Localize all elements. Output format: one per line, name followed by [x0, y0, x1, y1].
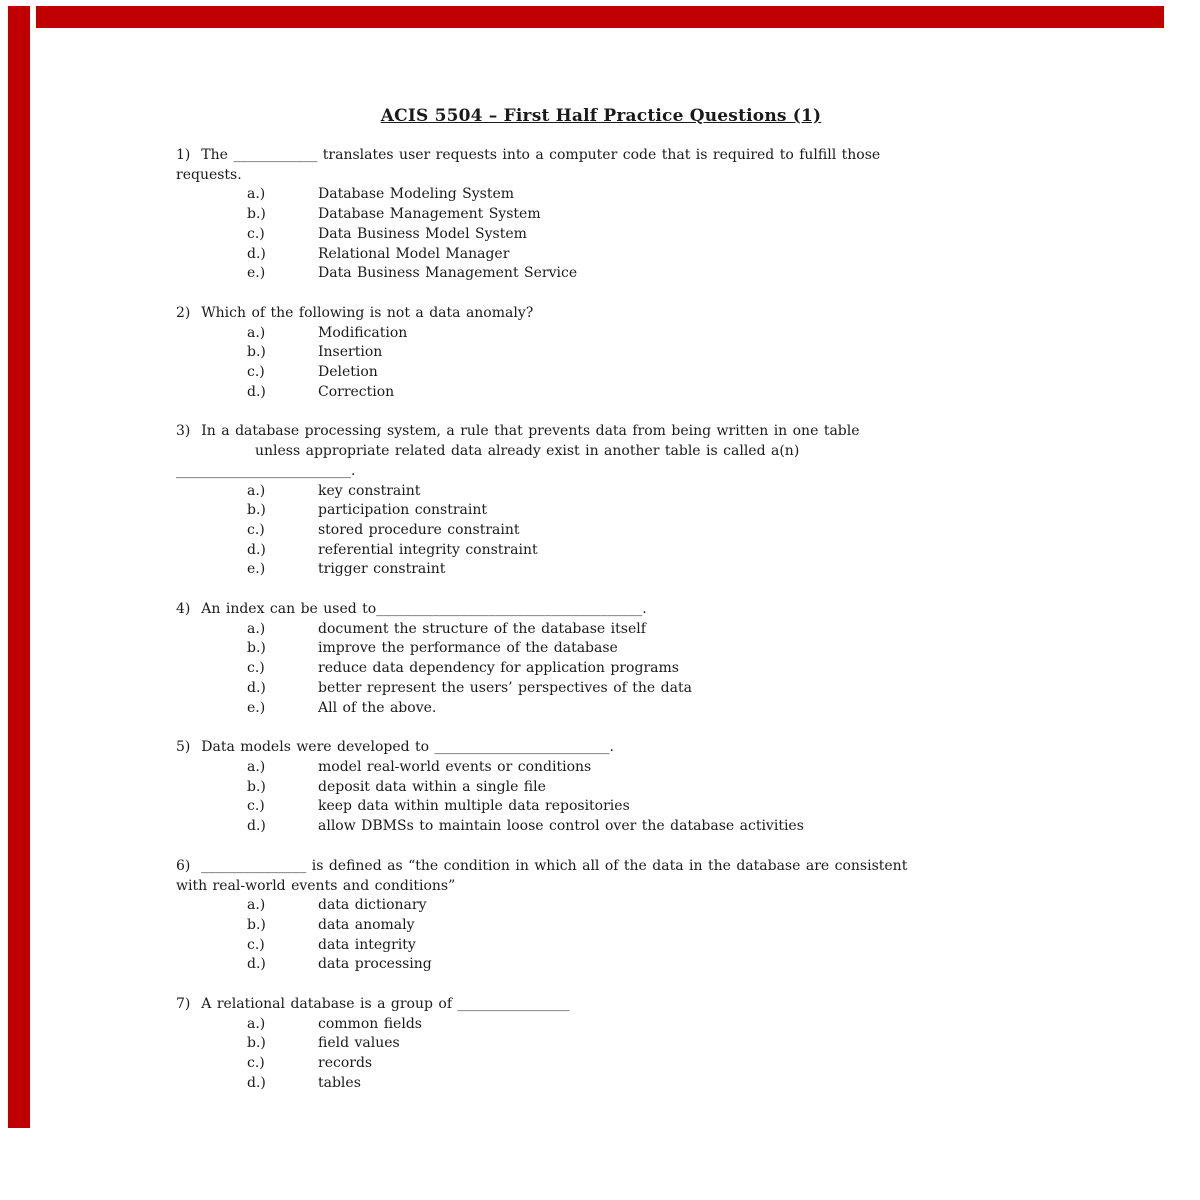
option-letter: a.) [247, 897, 266, 914]
option-letter: c.) [247, 936, 265, 953]
option-letter: d.) [247, 956, 266, 973]
option-text: Modification [318, 324, 408, 341]
option-letter: a.) [247, 620, 266, 637]
question-text [176, 304, 1026, 324]
option-letter: b.) [247, 344, 266, 361]
option-letter: b.) [247, 640, 266, 657]
option-text: Database Management System [318, 206, 541, 223]
question-line: 7) A relational database is a group of ________________ [176, 996, 570, 1013]
option-text: data dictionary [318, 897, 427, 914]
option-text: Relational Model Manager [318, 245, 510, 262]
option-text: tables [318, 1074, 361, 1091]
option-letter: a.) [247, 482, 266, 499]
question-line: 4) An index can be used to______________________________________. [176, 601, 647, 618]
option-text: Data Business Model System [318, 225, 527, 242]
option-row [176, 896, 1026, 916]
option-row [176, 620, 1026, 640]
option-row [176, 679, 1026, 699]
option-text: reduce data dependency for application programs [318, 660, 679, 677]
option-text: improve the performance of the database [318, 640, 618, 657]
question-options [176, 324, 1026, 403]
option-row [176, 225, 1026, 245]
option-row [176, 1074, 1026, 1094]
question-line: requests. [176, 166, 242, 183]
option-row [176, 699, 1026, 719]
option-row [176, 778, 1026, 798]
option-text: Insertion [318, 344, 383, 361]
option-row [176, 521, 1026, 541]
option-row [176, 185, 1026, 205]
option-row [176, 936, 1026, 956]
option-letter: c.) [247, 1055, 265, 1072]
question-line: 6) _______________ is defined as “the condition in which all of the data in the database are consistent [176, 857, 908, 874]
option-letter: e.) [247, 265, 266, 282]
option-text: model real-world events or conditions [318, 758, 592, 775]
option-text: Deletion [318, 364, 378, 381]
option-row [176, 205, 1026, 225]
question-text [176, 738, 1026, 758]
option-row [176, 264, 1026, 284]
option-row [176, 758, 1026, 778]
option-text: stored procedure constraint [318, 521, 520, 538]
option-row [176, 659, 1026, 679]
option-text: field values [318, 1035, 400, 1052]
document-title: ACIS 5504 – First Half Practice Questions (1) [380, 106, 822, 126]
document-content [176, 104, 1026, 1114]
question-block [176, 146, 1026, 284]
option-text: allow DBMSs to maintain loose control over the database activities [318, 818, 804, 835]
question-line: 5) Data models were developed to _________________________. [176, 739, 614, 756]
option-letter: d.) [247, 383, 266, 400]
option-letter: c.) [247, 521, 265, 538]
question-line: _________________________. [176, 462, 356, 479]
option-row [176, 501, 1026, 521]
option-letter: b.) [247, 1035, 266, 1052]
question-block [176, 857, 1026, 975]
option-row [176, 482, 1026, 502]
option-text: data anomaly [318, 916, 415, 933]
option-letter: a.) [247, 1015, 266, 1032]
question-options [176, 1015, 1026, 1094]
question-options [176, 620, 1026, 719]
option-row [176, 639, 1026, 659]
question-text [176, 995, 1026, 1015]
question-options [176, 896, 1026, 975]
question-text [176, 422, 1026, 481]
question-options [176, 482, 1026, 581]
option-row [176, 324, 1026, 344]
option-text: deposit data within a single file [318, 778, 546, 795]
option-letter: c.) [247, 225, 265, 242]
option-row [176, 1034, 1026, 1054]
question-block [176, 600, 1026, 718]
question-line: unless appropriate related data already exist in another table is called a(n) [255, 443, 800, 460]
option-text: All of the above. [318, 699, 437, 716]
option-text: Correction [318, 383, 395, 400]
option-row [176, 817, 1026, 837]
option-letter: c.) [247, 798, 265, 815]
option-letter: a.) [247, 758, 266, 775]
option-letter: d.) [247, 818, 266, 835]
option-text: Database Modeling System [318, 186, 515, 203]
option-text: records [318, 1055, 373, 1072]
question-block [176, 304, 1026, 403]
option-row [176, 955, 1026, 975]
option-text: trigger constraint [318, 561, 446, 578]
option-letter: b.) [247, 778, 266, 795]
option-row [176, 560, 1026, 580]
option-letter: a.) [247, 324, 266, 341]
question-text [176, 857, 1026, 896]
option-text: key constraint [318, 482, 421, 499]
question-text [176, 600, 1026, 620]
option-row [176, 797, 1026, 817]
option-letter: e.) [247, 561, 266, 578]
question-options [176, 185, 1026, 284]
option-text: data integrity [318, 936, 416, 953]
option-row [176, 245, 1026, 265]
question-block [176, 995, 1026, 1094]
question-text [176, 146, 1026, 185]
option-letter: c.) [247, 660, 265, 677]
question-block [176, 738, 1026, 837]
option-letter: b.) [247, 206, 266, 223]
question-block [176, 422, 1026, 580]
option-row [176, 1015, 1026, 1035]
option-row [176, 383, 1026, 403]
option-row [176, 541, 1026, 561]
option-row [176, 343, 1026, 363]
option-letter: b.) [247, 916, 266, 933]
option-row [176, 1054, 1026, 1074]
question-options [176, 758, 1026, 837]
question-line: 1) The ____________ translates user requests into a computer code that is required to fulfill those [176, 147, 881, 163]
option-text: keep data within multiple data repositories [318, 798, 630, 815]
option-text: Data Business Management Service [318, 265, 578, 282]
questions-list [176, 146, 1026, 1094]
option-text: better represent the users’ perspectives of the data [318, 679, 692, 696]
option-letter: d.) [247, 679, 266, 696]
question-line: 2) Which of the following is not a data anomaly? [176, 304, 534, 321]
option-letter: d.) [247, 1074, 266, 1091]
option-row [176, 363, 1026, 383]
option-text: common fields [318, 1015, 422, 1032]
option-row [176, 916, 1026, 936]
option-letter: d.) [247, 541, 266, 558]
option-text: document the structure of the database itself [318, 620, 646, 637]
option-letter: d.) [247, 245, 266, 262]
option-text: data processing [318, 956, 432, 973]
option-letter: a.) [247, 186, 266, 203]
left-red-bar [8, 6, 30, 1128]
option-text: referential integrity constraint [318, 541, 538, 558]
option-text: participation constraint [318, 502, 487, 519]
top-red-bar [36, 6, 1164, 28]
option-letter: c.) [247, 364, 265, 381]
option-letter: b.) [247, 502, 266, 519]
question-line: with real-world events and conditions” [176, 877, 456, 894]
question-line: 3) In a database processing system, a rule that prevents data from being written in one table [176, 423, 860, 440]
option-letter: e.) [247, 699, 266, 716]
